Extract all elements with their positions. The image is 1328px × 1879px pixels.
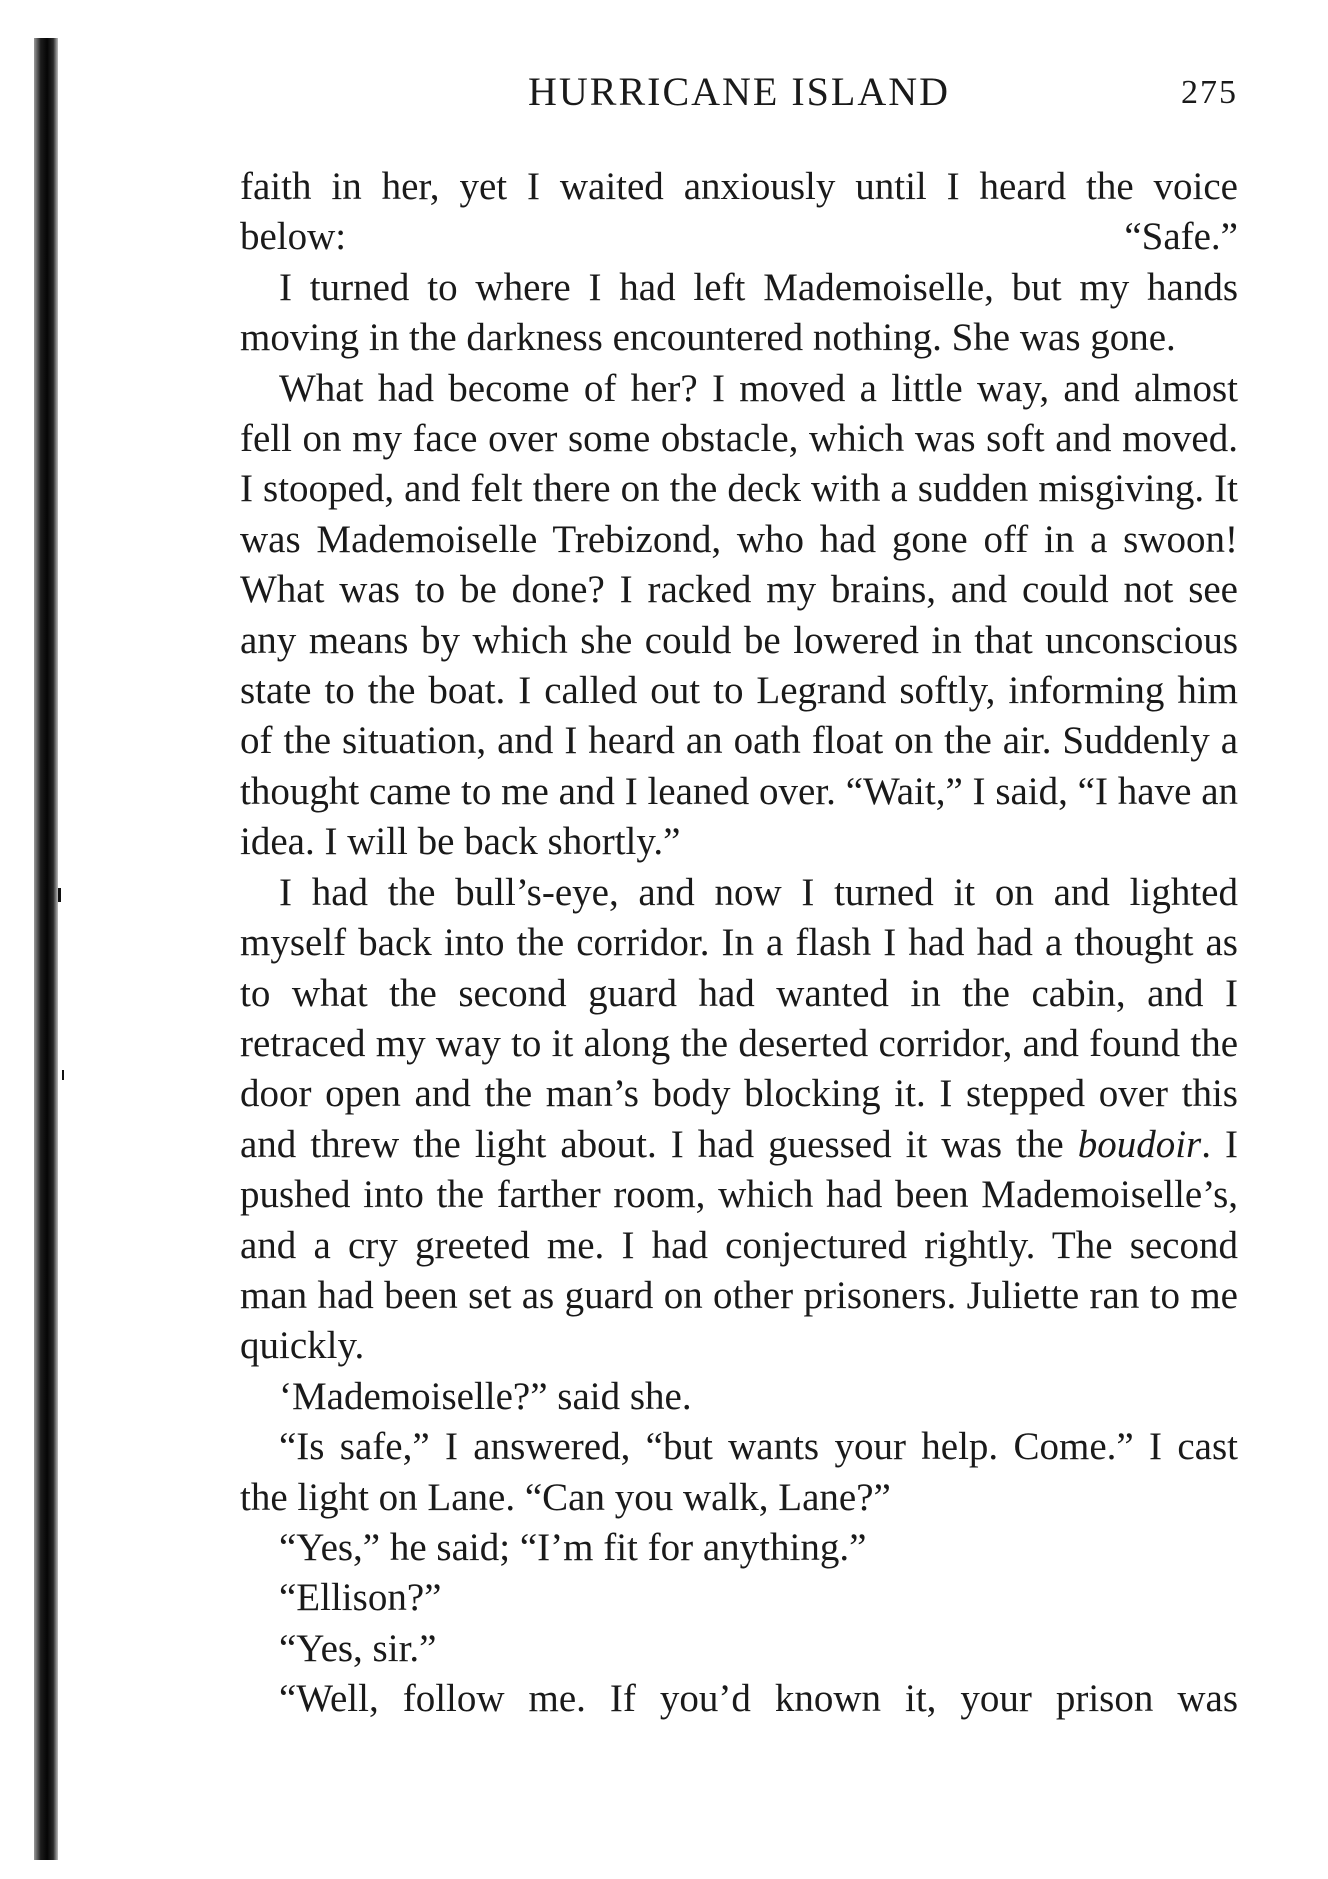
binding-speck xyxy=(58,888,61,902)
running-title: HURRICANE ISLAND xyxy=(528,69,950,114)
body-text xyxy=(240,162,1238,1725)
italic-word: boudoir xyxy=(1077,1122,1202,1166)
dialogue-line: “Well, follow me. If you’d known it, your prison was xyxy=(279,1677,1238,1721)
binding-speck xyxy=(62,1070,64,1080)
dialogue-line: “Is safe,” I answered, “but wants your help. Come.” I cast the light on Lane. “Can you walk, Lane?” xyxy=(240,1425,1238,1519)
dialogue-line: “Yes, sir.” xyxy=(279,1626,437,1670)
dialogue-line: “Yes,” he said; “I’m fit for anything.” xyxy=(279,1525,867,1569)
paragraph-continued: faith in her, yet I waited anxiously until I heard the voice below: “Safe.” xyxy=(240,165,1238,259)
dialogue-line: ‘Mademoiselle?” said she. xyxy=(279,1374,692,1418)
book-binding-edge xyxy=(34,38,58,1860)
paragraph xyxy=(240,868,1238,1372)
paragraph: I turned to where I had left Mademoiselle, but my hands moving in the darkness encountered nothing. She was gone. xyxy=(240,265,1238,360)
running-head xyxy=(240,68,1238,124)
page-number: 275 xyxy=(1181,74,1238,111)
dialogue-line: “Ellison?” xyxy=(279,1576,442,1620)
paragraph-text: I had the bull’s-eye, and now I turned it on and lighted myself back into the corridor. In a flash I had had a thought as to what the second guard had wanted in the cabin, and I retraced my way to it along the deserted corridor, and found the door open and the man’s body blocking it. I stepped over this and threw the light about. I had guessed it was the xyxy=(240,870,1238,1166)
paragraph: What had become of her? I moved a little way, and almost fell on my face over some obstacle, which was soft and moved. I stooped, and felt there on the deck with a sudden misgiving. It was Mademoiselle Trebizond, who had gone off in a swoon! What was to be done? I racked my brains, and could not see any means by which she could be lowered in that unconscious state to the boat. I called out to Legrand softly, informing him of the situation, and I heard an oath float on the air. Suddenly a thought came to me and I leaned over. “Wait,” I said, “I have an idea. I will be back shortly.” xyxy=(240,366,1238,864)
paragraph-text: . I pushed into the farther room, which had been Mademoiselle’s, and a cry greeted me. I had conjectured rightly. The second man had been set as guard on other prisoners. Juliette ran to me quickly. xyxy=(240,1122,1238,1368)
